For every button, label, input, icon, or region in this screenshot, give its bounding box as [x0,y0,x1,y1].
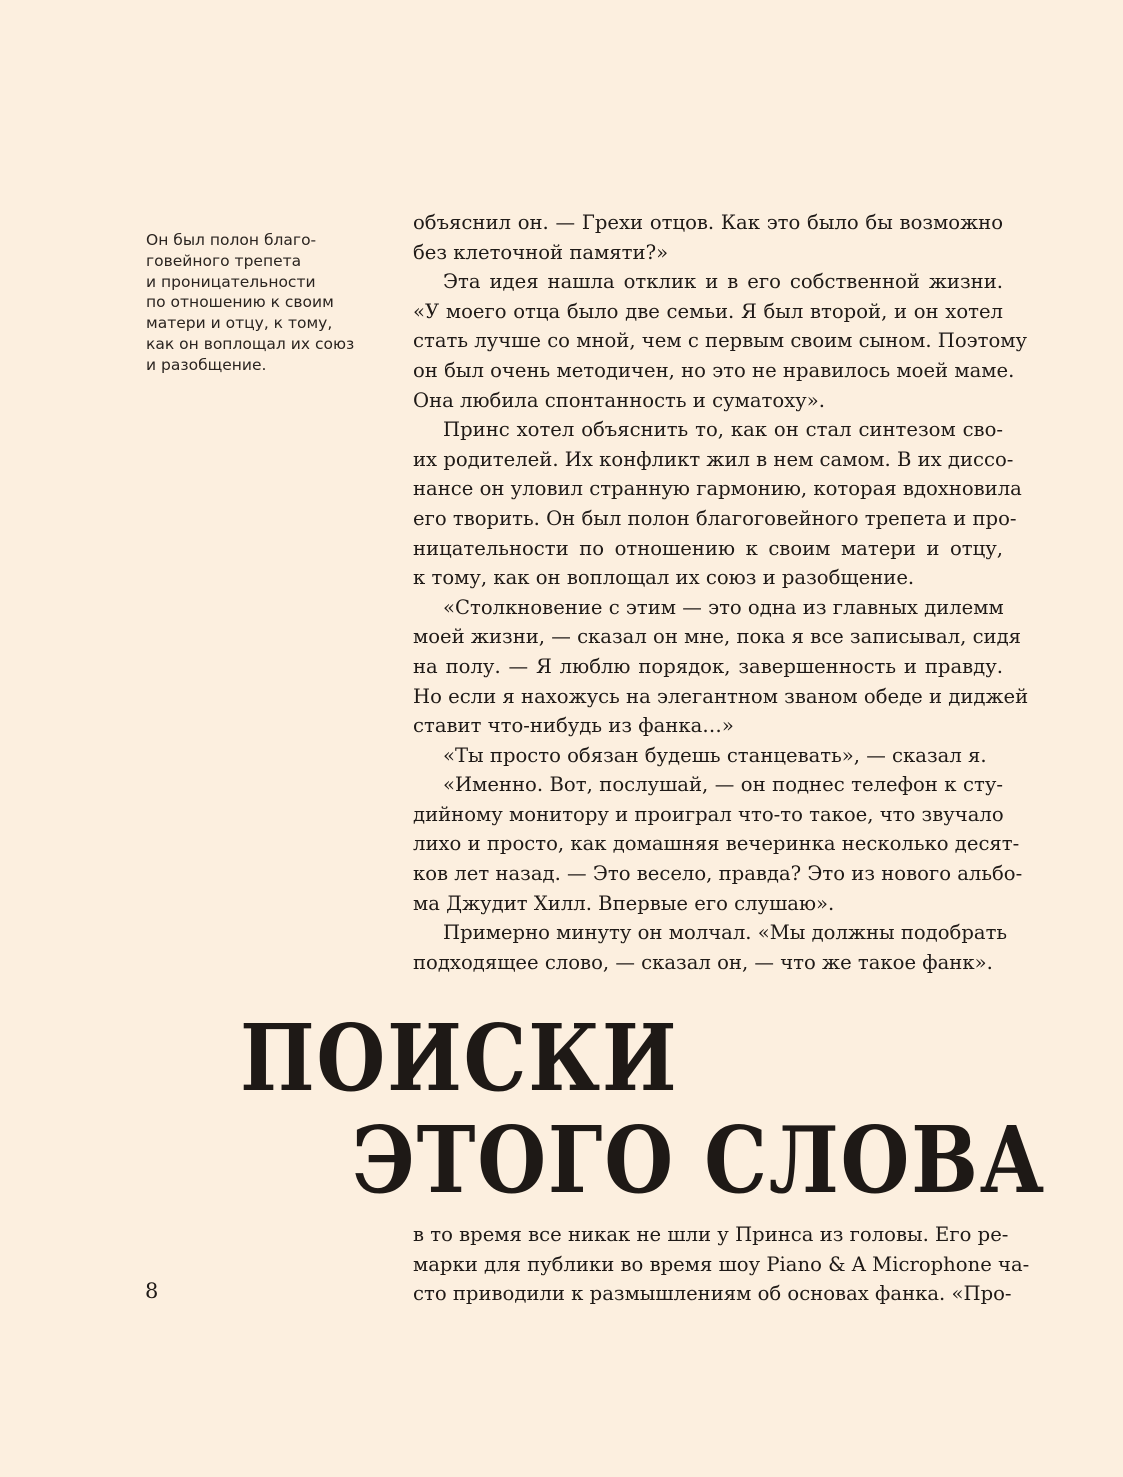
text-line: Она любила спонтанность и суматоху». [413,388,825,412]
margin-note [146,230,366,376]
text-line: Примерно минуту он молчал. «Мы должны подобрать [443,921,1008,945]
text-line: на полу. — Я люблю порядок, завершенность и правду. [413,654,1003,678]
text-line: он был очень методичен, но это не нравилось моей маме. [413,358,1015,382]
margin-note-line: Он был полон благо- [146,231,317,249]
section-heading-line-2: ЭТОГО СЛОВА [352,1106,1046,1214]
text-line: стать лучше со мной, чем с первым своим сыном. Поэтому [413,329,1028,353]
margin-note-line: по отношению к своим [146,293,334,312]
margin-note-line: как он воплощал их союз [146,334,355,353]
text-line: к тому, как он воплощал их союз и разобщение. [413,566,915,590]
text-line: лихо и просто, как домашняя вечеринка несколько десят- [413,832,1020,856]
text-line: «У моего отца было две семьи. Я был второй, и он хотел [413,299,1003,323]
text-line: «Ты просто обязан будешь станцевать», — сказал я. [443,743,987,767]
margin-note-line: говейного трепета [146,251,302,270]
text-line: дийному монитору и проиграл что-то такое, что звучало [413,802,1004,826]
text-line: ма Джудит Хилл. Впервые его слушаю». [413,891,835,915]
margin-note-line: и проницательности [146,272,316,291]
text-line: «Именно. Вот, послушай, — он поднес телефон к сту- [443,773,1003,797]
text-line: ницательности по отношению к своим матери и отцу, [413,536,1003,560]
text-line: объяснил он. — Грехи отцов. Как это было бы возможно [413,211,1003,234]
margin-note-line: и разобщение. [146,355,267,374]
continuation-text [413,1220,1030,1309]
text-line: моей жизни, — сказал он мне, пока я все записывал, сидя [413,625,1022,649]
text-line: «Столкновение с этим — это одна из главных дилемм [443,595,1004,619]
margin-note-line: матери и отцу, к тому, [146,314,333,333]
section-heading-line-1: ПОИСКИ [240,1004,679,1112]
text-line: ставит что-нибудь из фанка…» [413,714,734,738]
text-line: ков лет назад. — Это весело, правда? Это из нового альбо- [413,862,1023,886]
text-line: без клеточной памяти?» [413,240,669,264]
body-text [413,208,1029,977]
text-line: их родителей. Их конфликт жил в нем самом. В их диссо- [413,447,1014,471]
text-line: Но если я нахожусь на элегантном званом обеде и диджей [413,684,1029,708]
text-line: нансе он уловил странную гармонию, которая вдохновила [413,477,1022,501]
text-line: подходящее слово, — сказал он, — что же такое фанк». [413,950,993,974]
text-line: в то время все никак не шли у Принса из головы. Его ре- [413,1223,1009,1246]
text-line: Эта идея нашла отклик и в его собственной жизни. [443,270,1003,294]
text-line: сто приводили к размышлениям об основах фанка. «Про- [413,1282,1012,1306]
text-line: Принс хотел объяснить то, как он стал синтезом сво- [443,418,1003,442]
page-number: 8 [145,1279,159,1303]
text-line: его творить. Он был полон благоговейного трепета и про- [413,506,1017,530]
text-line: марки для публики во время шоу Piano & A Microphone ча- [413,1252,1030,1276]
